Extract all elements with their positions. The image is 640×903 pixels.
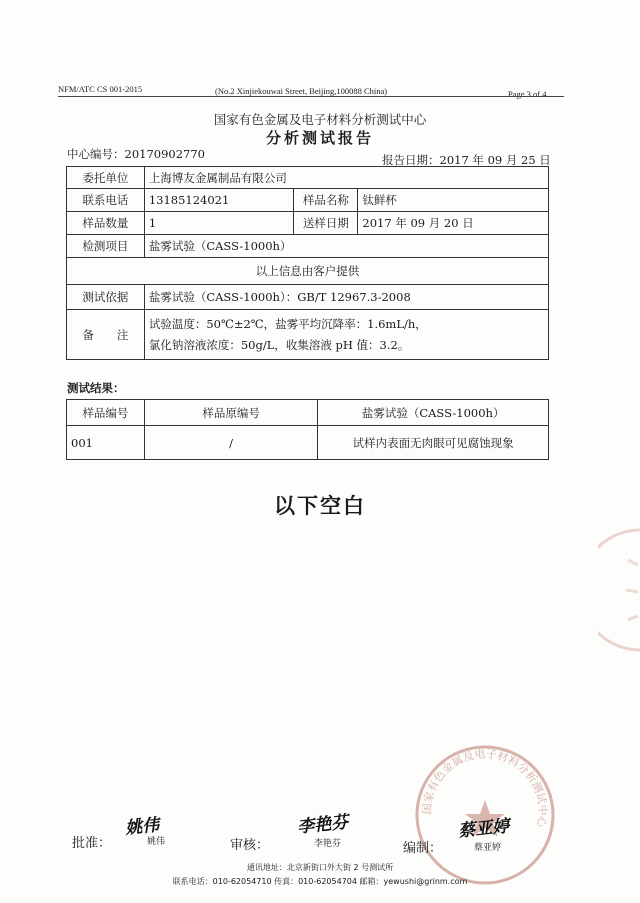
table-row — [67, 212, 549, 235]
phone-value: 13185124021 — [144, 189, 294, 212]
result-original-no: / — [144, 426, 317, 460]
sample-name-label: 样品名称 — [294, 189, 358, 212]
review-name: 李艳芬 — [314, 839, 342, 849]
center-number-value: 20170902770 — [124, 147, 205, 161]
header-sample-no: 样品编号 — [67, 400, 145, 426]
item-label: 检测项目 — [67, 235, 145, 258]
table-row — [67, 426, 549, 460]
table-row — [67, 258, 549, 285]
approve-name: 姚伟 — [147, 837, 166, 847]
report-date-label: 报告日期： — [382, 153, 440, 167]
header-original-no: 样品原编号 — [144, 400, 317, 426]
review-label: 审核： — [230, 838, 270, 853]
page-number: Page 3 of 4 — [508, 89, 547, 99]
table-header-row — [67, 400, 549, 426]
send-date-value: 2017 年 09 月 20 日 — [358, 212, 549, 235]
seal-text: 国家有色金属及电子材料分析测试中心 — [420, 747, 550, 829]
remarks-value — [144, 310, 548, 360]
basis-label: 测试依据 — [67, 285, 145, 310]
center-number — [67, 146, 205, 162]
send-date-label: 送样日期 — [294, 212, 358, 235]
results-table — [66, 399, 549, 460]
basis-value: 盐雾试验（CASS-1000h）：GB/T 12967.3-2008 — [144, 285, 548, 310]
header-address: (No.2 Xinjiekouwai Street, Beijing,100088 China) — [215, 86, 388, 96]
doc-code: NFM/ATC CS 001-2015 — [58, 84, 143, 94]
edge-seal-fragment — [598, 520, 640, 660]
header-rule — [58, 96, 564, 97]
table-row — [67, 235, 549, 258]
qty-label: 样品数量 — [67, 212, 145, 235]
remarks-line-2: 氯化钠溶液浓度：50g/L，收集溶液 pH 值：3.2。 — [148, 337, 410, 352]
report-title: 分析测试报告 — [265, 129, 374, 147]
footer-contact: 联系电话：010-62054710 传真：010-62054704 邮箱：yewushi@grinm.com — [172, 877, 468, 886]
footer-address: 通讯地址：北京新街口外大街 2 号测试所 — [246, 863, 394, 872]
prepare-name: 蔡亚婷 — [474, 843, 502, 853]
client-value: 上海博友金属制品有限公司 — [144, 167, 548, 189]
info-table — [66, 166, 549, 360]
table-row — [67, 310, 549, 360]
sample-name-value: 钛鲜杯 — [358, 189, 549, 212]
org-title: 国家有色金属及电子材料分析测试中心 — [213, 112, 427, 127]
blank-note: 以下空白 — [274, 494, 366, 518]
approve-label: 批准： — [72, 836, 112, 851]
remarks-line-1: 试验温度：50℃±2℃，盐雾平均沉降率：1.6mL/h， — [148, 316, 427, 331]
table-row — [67, 285, 549, 310]
remarks-label: 备 注 — [67, 310, 145, 360]
header-salt-spray: 盐雾试验（CASS-1000h） — [318, 400, 549, 426]
results-label: 测试结果： — [67, 381, 125, 395]
result-salt-spray: 试样内表面无肉眼可见腐蚀现象 — [318, 426, 549, 460]
table-row — [67, 189, 549, 212]
prepare-signature: 蔡亚婷 — [457, 816, 511, 842]
phone-label: 联系电话 — [67, 189, 145, 212]
table-row — [67, 167, 549, 189]
result-sample-no: 001 — [67, 426, 145, 460]
center-number-label: 中心编号： — [67, 147, 125, 161]
item-value: 盐雾试验（CASS-1000h） — [144, 235, 548, 258]
prepare-label: 编制： — [403, 841, 443, 856]
approve-signature: 姚伟 — [124, 815, 161, 839]
report-date-value: 2017 年 09 月 25 日 — [439, 153, 551, 167]
qty-value: 1 — [144, 212, 294, 235]
client-label: 委托单位 — [67, 167, 145, 189]
provided-note: 以上信息由客户提供 — [67, 258, 549, 285]
review-signature: 李艳芬 — [296, 812, 350, 838]
